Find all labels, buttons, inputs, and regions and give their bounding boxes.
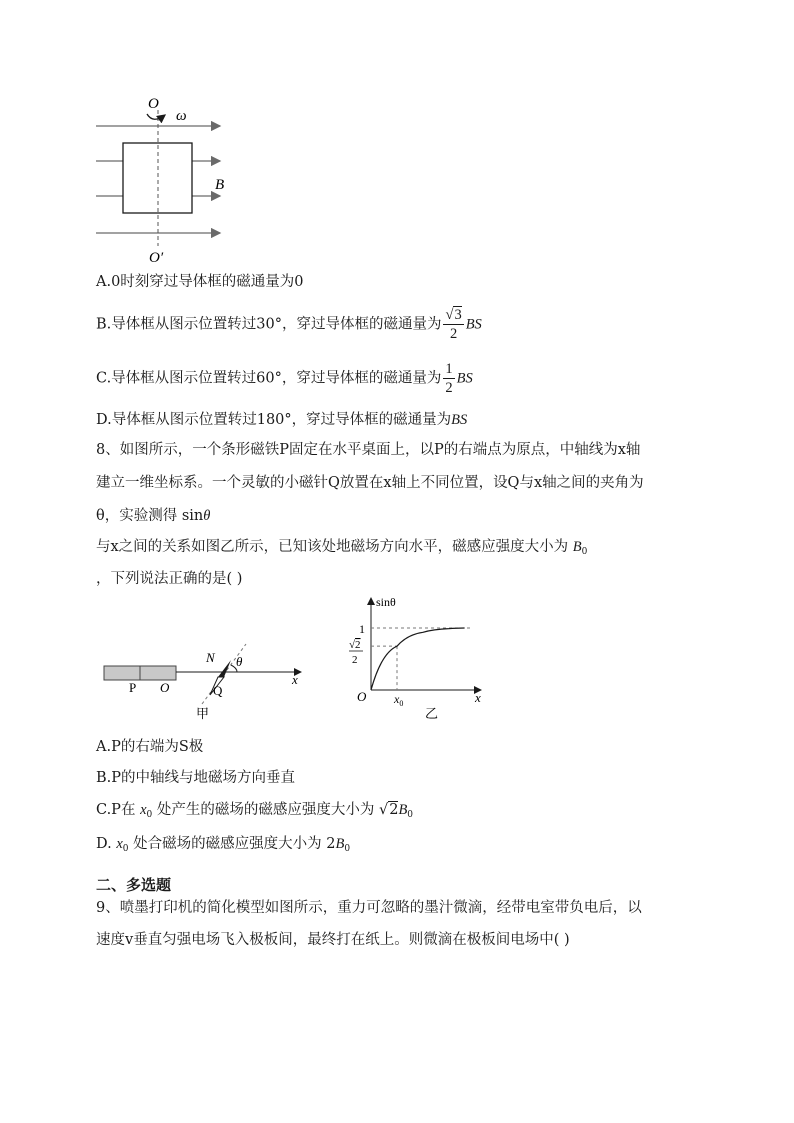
label-O: O bbox=[148, 96, 159, 112]
label-Q: Q bbox=[213, 683, 223, 698]
bar-magnet-left bbox=[104, 666, 140, 680]
sin-theta-curve bbox=[371, 628, 465, 690]
ylabel: sinθ bbox=[376, 595, 396, 609]
label-omega: ω bbox=[176, 108, 187, 124]
q7-figure bbox=[92, 92, 232, 264]
q8-option-d bbox=[96, 834, 350, 859]
q7-b-denominator: 2 bbox=[449, 326, 458, 342]
q7-b-unit: BS bbox=[465, 316, 482, 333]
q7-d-unit: BS bbox=[451, 412, 468, 428]
caption-jia: 甲 bbox=[196, 706, 210, 721]
caption-yi: 乙 bbox=[425, 706, 439, 721]
tick-sqrt2-rad: 2 bbox=[355, 639, 361, 651]
tick-sqrt2-num: √2 bbox=[349, 639, 361, 651]
q8-stem-line-5: ，下列说法正确的是( ) bbox=[96, 571, 243, 587]
q8-option-b: B.P的中轴线与地磁场方向垂直 bbox=[96, 770, 296, 786]
tick-1: 1 bbox=[359, 622, 365, 636]
q7-option-b bbox=[96, 306, 482, 343]
q8-d-mid: 处合磁场的磁感应强度大小为 2 bbox=[133, 836, 336, 852]
q7-c-unit: BS bbox=[456, 370, 473, 387]
q8-stem-4: 与x之间的关系如图乙所示，已知该处地磁场方向水平，磁感应强度大小为 bbox=[96, 539, 569, 555]
q8-stem-line-3 bbox=[96, 506, 210, 526]
q8-stem-4-B: B bbox=[572, 539, 582, 555]
q8-c-rad: 2 bbox=[389, 802, 399, 818]
q8-c-mid: 处产生的磁场的磁感应强度大小为 bbox=[156, 802, 375, 818]
q7-option-c-fraction bbox=[443, 360, 454, 397]
label-B: B bbox=[215, 177, 225, 193]
q7-c-numerator: 1 bbox=[445, 361, 453, 377]
needle-north bbox=[218, 660, 231, 677]
q8-stem-3b: θ bbox=[203, 508, 211, 524]
q7-b-numerator: 3 bbox=[454, 307, 462, 323]
label-x-jia: x bbox=[292, 672, 298, 687]
q8-d-x: x bbox=[116, 836, 123, 852]
tick-sqrt2-den: 2 bbox=[352, 654, 358, 666]
q7-option-b-fraction: $\frac{√3}{2}$ bbox=[445, 307, 462, 342]
q7-c-denominator: 2 bbox=[445, 380, 453, 396]
bar-magnet-right bbox=[140, 666, 176, 680]
q8-stem-3a: θ，实验测得 sin bbox=[96, 508, 204, 524]
rotation-arrow bbox=[147, 114, 165, 119]
q8-d-x-sub: 0 bbox=[122, 844, 129, 854]
q8-option-a: A.P的右端为S极 bbox=[96, 739, 204, 755]
q7-option-b-text: B.导体框从图示位置转过30°，穿过导体框的磁通量为 bbox=[96, 316, 442, 333]
section-title-multi-choice: 二、多选题 bbox=[96, 876, 172, 894]
label-N: N bbox=[206, 650, 215, 665]
label-theta: θ bbox=[236, 654, 243, 669]
q8-stem-line-4 bbox=[96, 537, 587, 562]
q7-option-a: A.0时刻穿过导体框的磁通量为0 bbox=[96, 274, 304, 290]
q8-figure-jia bbox=[100, 640, 315, 722]
q8-stem-line-2: 建立一维坐标系。一个灵敏的小磁针Q放置在x轴上不同位置，设Q与x轴之间的夹角为 bbox=[96, 475, 644, 491]
label-x0: $x_0$ bbox=[394, 692, 404, 708]
label-O-prime: O′ bbox=[149, 250, 164, 264]
q8-figure-yi bbox=[335, 592, 495, 722]
q9-line-2: 速度v垂直匀强电场飞入极板间，最终打在纸上。则微滴在极板间电场中( ) bbox=[96, 932, 570, 948]
label-O-jia: O bbox=[160, 680, 170, 695]
q8-c-B-sub: 0 bbox=[407, 810, 414, 820]
q7-option-d bbox=[96, 410, 467, 430]
q7-option-c bbox=[96, 360, 473, 397]
q8-d-pre: D. bbox=[96, 836, 112, 852]
q8-c-B: B bbox=[398, 802, 408, 818]
q8-c-x: x bbox=[140, 802, 147, 818]
label-x-yi: x bbox=[475, 690, 481, 705]
q7-option-d-text: D.导体框从图示位置转过180°，穿过导体框的磁通量为 bbox=[96, 412, 452, 428]
q8-d-B-sub: 0 bbox=[344, 844, 351, 854]
q9-line-1: 9、喷墨打印机的简化模型如图所示，重力可忽略的墨汁微滴，经带电室带负电后，以 bbox=[96, 900, 642, 916]
q7-option-c-text: C.导体框从图示位置转过60°，穿过导体框的磁通量为 bbox=[96, 370, 442, 387]
label-O-yi: O bbox=[357, 689, 367, 704]
q8-c-x-sub: 0 bbox=[146, 810, 153, 820]
q8-c-pre: C.P在 bbox=[96, 802, 136, 818]
q8-d-B: B bbox=[335, 836, 345, 852]
q8-stem-line-1: 8、如图所示，一个条形磁铁P固定在水平桌面上，以P的右端点为原点，中轴线为x轴 bbox=[96, 442, 641, 458]
q8-option-c: C.P在 $x_0$ 处产生的磁场的磁感应强度大小为 $√2B_0$ bbox=[96, 802, 414, 820]
label-P: P bbox=[129, 680, 137, 695]
q8-stem-4-sub: 0 bbox=[581, 547, 588, 557]
